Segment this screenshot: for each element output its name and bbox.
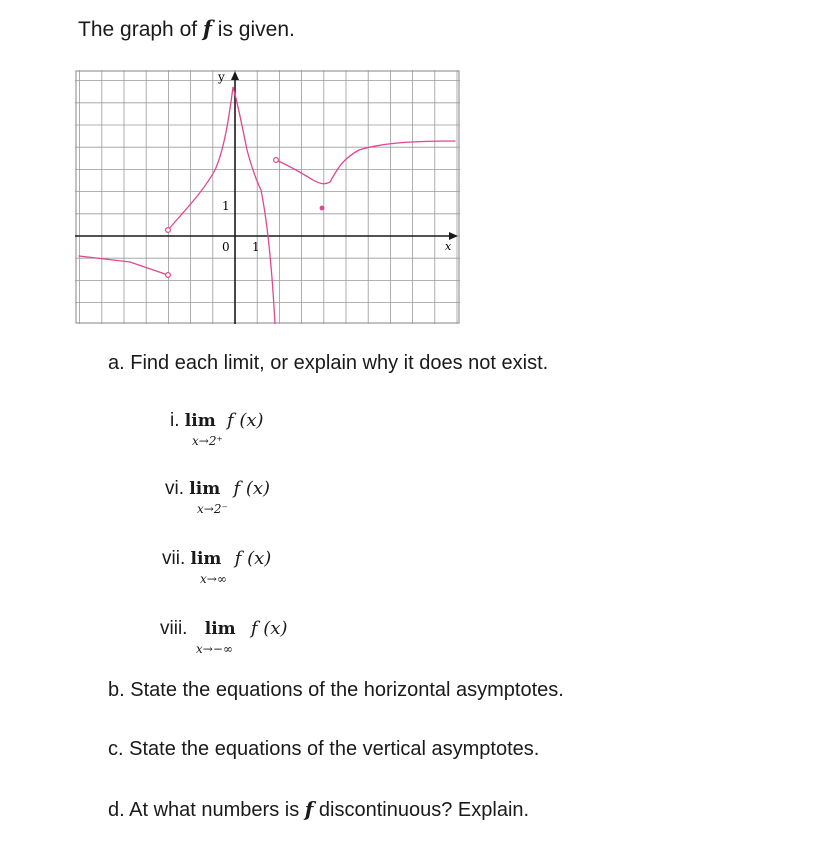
function-expression: f (x)	[234, 548, 272, 569]
filled-point	[320, 206, 325, 211]
limit-item-number: vii.	[162, 548, 186, 569]
limit-item-number: vi.	[165, 478, 184, 499]
function-expression: f (x)	[233, 478, 271, 499]
y-axis-arrow	[231, 71, 239, 80]
lim-word: lim	[189, 479, 221, 499]
intro-text: The graph of f is given.	[78, 16, 295, 41]
curve-group	[79, 87, 455, 324]
x-axis-label: x	[445, 240, 452, 253]
curve-left-piece	[79, 256, 168, 275]
limit-item-vi	[165, 478, 271, 516]
origin-label: 0	[222, 240, 230, 254]
limit-subscript: x→2⁺	[192, 434, 223, 448]
y-tick-label: 1	[222, 199, 230, 213]
lim-word: lim	[204, 619, 236, 639]
function-graph	[75, 70, 460, 324]
open-point-middle	[274, 158, 279, 163]
grid	[75, 70, 460, 324]
x-tick-label: 1	[252, 240, 260, 254]
grid-frame	[76, 71, 459, 323]
limit-item-viii	[160, 618, 288, 656]
limit-item-vii	[162, 548, 272, 586]
open-point-left-start	[166, 228, 171, 233]
part-c-text: c. State the equations of the vertical asymptotes.	[108, 738, 540, 760]
part-b-text: b. State the equations of the horizontal asymptotes.	[108, 679, 564, 701]
function-expression: f (x)	[226, 410, 264, 431]
lim-word: lim	[190, 549, 222, 569]
limit-item-number: viii.	[160, 618, 188, 639]
limit-subscript: x→∞	[200, 572, 227, 586]
function-expression: f (x)	[250, 618, 288, 639]
limit-subscript: x→−∞	[196, 642, 233, 656]
part-a-text: a. Find each limit, or explain why it does not exist.	[108, 352, 549, 374]
open-point-left-end	[166, 273, 171, 278]
part-d-text: d. At what numbers is f discontinuous? Explain.	[108, 797, 530, 821]
lim-word: lim	[184, 411, 216, 431]
y-axis-label: y	[218, 70, 225, 84]
limit-item-i	[170, 410, 264, 448]
limit-item-number: i.	[170, 410, 180, 431]
limit-subscript: x→2⁻	[197, 502, 228, 516]
